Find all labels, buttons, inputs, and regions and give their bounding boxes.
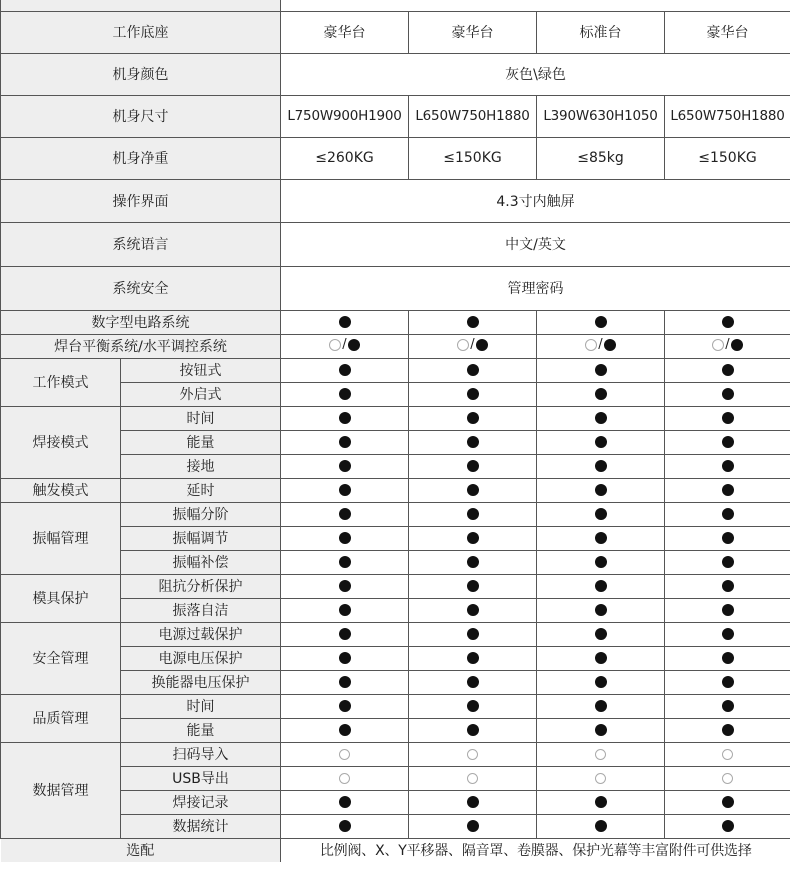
feature-mark-full (281, 670, 409, 694)
feature-mark-full (409, 550, 537, 574)
feature-mark-full (409, 718, 537, 742)
feature-mark-full (281, 382, 409, 406)
spec-label: 系统安全 (1, 266, 281, 310)
feature-mark-full (665, 454, 790, 478)
filled-circle-icon (722, 388, 734, 400)
feature-mark-full (665, 382, 790, 406)
filled-circle-icon (339, 796, 351, 808)
filled-circle-icon (604, 339, 616, 351)
feature-mark-full (409, 646, 537, 670)
filled-circle-icon (339, 604, 351, 616)
filled-circle-icon (467, 820, 479, 832)
feature-label: 延时 (121, 478, 281, 502)
feature-label: 振幅分阶 (121, 502, 281, 526)
filled-circle-icon (722, 508, 734, 520)
feature-label: USB导出 (121, 766, 281, 790)
filled-circle-icon (722, 364, 734, 376)
feature-mark-full (665, 622, 790, 646)
feature-mark-full (409, 574, 537, 598)
feature-mark-full (409, 598, 537, 622)
filled-circle-icon (467, 388, 479, 400)
feature-mark-full (665, 478, 790, 502)
feature-mark-full (537, 718, 665, 742)
filled-circle-icon (339, 532, 351, 544)
feature-mark-full (281, 574, 409, 598)
feature-mark-full (665, 550, 790, 574)
feature-mark-full (537, 526, 665, 550)
feature-mark-full (537, 550, 665, 574)
option-separator: / (470, 337, 475, 353)
spec-value: ≤85kg (537, 137, 665, 179)
spec-row-color (1, 53, 790, 95)
feature-row (1, 358, 790, 382)
feature-mark-full (281, 646, 409, 670)
feature-label: 振幅补偿 (121, 550, 281, 574)
filled-circle-icon (467, 676, 479, 688)
feature-label: 焊接记录 (121, 790, 281, 814)
filled-circle-icon (595, 820, 607, 832)
feature-row (1, 502, 790, 526)
feature-mark-empty (537, 742, 665, 766)
feature-mark-full (281, 406, 409, 430)
feature-mark-full (665, 430, 790, 454)
filled-circle-icon (722, 820, 734, 832)
spec-merged-value: 4.3寸内触屏 (281, 179, 790, 222)
spec-label: 机身净重 (1, 137, 281, 179)
top-spacer-label (1, 0, 281, 11)
filled-circle-icon (339, 460, 351, 472)
filled-circle-icon (595, 532, 607, 544)
feature-mark-full (537, 454, 665, 478)
optional-label: 选配 (1, 838, 281, 862)
spec-merged-value: 中文/英文 (281, 222, 790, 266)
option-mark (712, 337, 742, 352)
spec-value: L390W630H1050 (537, 95, 665, 137)
option-mark (329, 337, 359, 352)
feature-label: 扫码导入 (121, 742, 281, 766)
filled-circle-icon (339, 508, 351, 520)
feature-mark-full (537, 406, 665, 430)
top-spacer-value (281, 0, 790, 11)
feature-mark-full (281, 310, 409, 334)
feature-mark-full (537, 814, 665, 838)
feature-mark-full (409, 502, 537, 526)
filled-circle-icon (595, 676, 607, 688)
feature-mark-full (537, 598, 665, 622)
option-mark (457, 337, 487, 352)
model-1: 豪华台 (281, 11, 409, 53)
optional-row (1, 838, 790, 862)
feature-mark-full (409, 622, 537, 646)
spec-value: ≤260KG (281, 137, 409, 179)
filled-circle-icon (339, 652, 351, 664)
feature-label: 时间 (121, 694, 281, 718)
feature-mark-empty (665, 766, 790, 790)
feature-label: 时间 (121, 406, 281, 430)
filled-circle-icon (467, 604, 479, 616)
filled-circle-icon (595, 460, 607, 472)
filled-circle-icon (339, 676, 351, 688)
feature-mark-full (665, 814, 790, 838)
hollow-circle-icon (457, 339, 469, 351)
spec-value: ≤150KG (665, 137, 790, 179)
hollow-circle-icon (712, 339, 724, 351)
filled-circle-icon (722, 412, 734, 424)
filled-circle-icon (467, 436, 479, 448)
filled-circle-icon (595, 700, 607, 712)
feature-label: 阻抗分析保护 (121, 574, 281, 598)
hollow-circle-icon (722, 749, 733, 760)
filled-circle-icon (467, 796, 479, 808)
filled-circle-icon (339, 364, 351, 376)
hollow-circle-icon (722, 773, 733, 784)
filled-circle-icon (339, 580, 351, 592)
hollow-circle-icon (595, 773, 606, 784)
model-2: 豪华台 (409, 11, 537, 53)
feature-row (1, 742, 790, 766)
filled-circle-icon (731, 339, 743, 351)
feature-mark-full (665, 790, 790, 814)
filled-circle-icon (722, 796, 734, 808)
feature-mark-full (281, 526, 409, 550)
filled-circle-icon (476, 339, 488, 351)
filled-circle-icon (339, 628, 351, 640)
group-label: 工作模式 (1, 358, 121, 406)
filled-circle-icon (467, 580, 479, 592)
filled-circle-icon (722, 316, 734, 328)
feature-label: 按钮式 (121, 358, 281, 382)
feature-mark-full (665, 694, 790, 718)
feature-mark-empty (281, 742, 409, 766)
group-label: 模具保护 (1, 574, 121, 622)
hollow-circle-icon (339, 773, 350, 784)
filled-circle-icon (722, 628, 734, 640)
feature-mark-full (409, 406, 537, 430)
spec-label: 操作界面 (1, 179, 281, 222)
hollow-circle-icon (339, 749, 350, 760)
feature-mark-full (537, 790, 665, 814)
feature-mark-full (281, 358, 409, 382)
filled-circle-icon (722, 484, 734, 496)
filled-circle-icon (595, 508, 607, 520)
filled-circle-icon (595, 628, 607, 640)
feature-label: 电源过载保护 (121, 622, 281, 646)
group-label: 触发模式 (1, 478, 121, 502)
feature-mark-full (281, 694, 409, 718)
group-label: 焊接模式 (1, 406, 121, 478)
base-label: 工作底座 (1, 11, 281, 53)
filled-circle-icon (467, 460, 479, 472)
filled-circle-icon (467, 508, 479, 520)
filled-circle-icon (722, 436, 734, 448)
filled-circle-icon (722, 652, 734, 664)
feature-mark-full (537, 574, 665, 598)
feature-mark-full (537, 646, 665, 670)
option-mark (585, 337, 615, 352)
feature-mark-empty (537, 766, 665, 790)
filled-circle-icon (722, 556, 734, 568)
filled-circle-icon (467, 316, 479, 328)
feature-label: 数据统计 (121, 814, 281, 838)
group-label: 振幅管理 (1, 502, 121, 574)
filled-circle-icon (339, 556, 351, 568)
feature-mark-empty (409, 742, 537, 766)
feature-mark-full (665, 646, 790, 670)
spec-row-security (1, 266, 790, 310)
feature-mark-full (281, 718, 409, 742)
feature-label: 电源电压保护 (121, 646, 281, 670)
feature-mark-full (409, 454, 537, 478)
feature-mark-full (281, 622, 409, 646)
feature-mark-full (409, 310, 537, 334)
filled-circle-icon (595, 556, 607, 568)
filled-circle-icon (595, 580, 607, 592)
hollow-circle-icon (467, 749, 478, 760)
feature-mark-full (281, 598, 409, 622)
model-4: 豪华台 (665, 11, 790, 53)
filled-circle-icon (722, 580, 734, 592)
filled-circle-icon (467, 484, 479, 496)
spec-row-weight (1, 137, 790, 179)
feature-mark-full (281, 478, 409, 502)
filled-circle-icon (467, 412, 479, 424)
filled-circle-icon (339, 388, 351, 400)
spec-row-interface (1, 179, 790, 222)
group-label: 安全管理 (1, 622, 121, 694)
feature-mark-full (537, 670, 665, 694)
filled-circle-icon (467, 364, 479, 376)
feature-mark-full (409, 790, 537, 814)
feature-mark-full (537, 382, 665, 406)
filled-circle-icon (722, 700, 734, 712)
filled-circle-icon (595, 796, 607, 808)
group-label: 品质管理 (1, 694, 121, 742)
filled-circle-icon (348, 339, 360, 351)
feature-row (1, 574, 790, 598)
filled-circle-icon (467, 556, 479, 568)
filled-circle-icon (722, 604, 734, 616)
filled-circle-icon (339, 700, 351, 712)
feature-mark-full (665, 526, 790, 550)
feature-mark-full (409, 814, 537, 838)
filled-circle-icon (467, 700, 479, 712)
feature-mark-full (665, 358, 790, 382)
hollow-circle-icon (595, 749, 606, 760)
filled-circle-icon (595, 604, 607, 616)
feature-mark-full (409, 478, 537, 502)
feature-mark-full (665, 670, 790, 694)
filled-circle-icon (339, 316, 351, 328)
feature-mark-full (409, 430, 537, 454)
feature-mark-full (665, 502, 790, 526)
spec-value: L650W750H1880 (665, 95, 790, 137)
feature-mark-full (281, 502, 409, 526)
feature-mark-full (665, 598, 790, 622)
feature-mark-full (537, 694, 665, 718)
spec-row-size (1, 95, 790, 137)
spec-table-body (1, 0, 790, 862)
feature-label: 换能器电压保护 (121, 670, 281, 694)
feature-mark-full (409, 694, 537, 718)
feature-label: 焊台平衡系统/水平调控系统 (1, 334, 281, 358)
optional-text: 比例阀、X、Y平移器、隔音罩、卷膜器、保护光幕等丰富附件可供选择 (319, 843, 752, 860)
feature-row (1, 310, 790, 334)
option-separator: / (725, 337, 730, 353)
feature-mark-full (665, 310, 790, 334)
feature-row (1, 478, 790, 502)
filled-circle-icon (339, 820, 351, 832)
feature-row (1, 406, 790, 430)
hollow-circle-icon (467, 773, 478, 784)
filled-circle-icon (595, 412, 607, 424)
feature-label: 能量 (121, 718, 281, 742)
feature-mark-empty (409, 766, 537, 790)
feature-mark-full (409, 358, 537, 382)
filled-circle-icon (339, 412, 351, 424)
feature-mark-full (281, 430, 409, 454)
feature-mark-full (281, 454, 409, 478)
spec-value: ≤150KG (409, 137, 537, 179)
filled-circle-icon (595, 364, 607, 376)
filled-circle-icon (595, 724, 607, 736)
filled-circle-icon (339, 436, 351, 448)
option-separator: / (342, 337, 347, 353)
filled-circle-icon (595, 484, 607, 496)
feature-mark-full (409, 670, 537, 694)
filled-circle-icon (722, 532, 734, 544)
feature-mark-full (409, 526, 537, 550)
feature-mark-full (665, 718, 790, 742)
filled-circle-icon (467, 532, 479, 544)
feature-mark-full (281, 790, 409, 814)
feature-mark-full (409, 382, 537, 406)
feature-row (1, 622, 790, 646)
filled-circle-icon (467, 724, 479, 736)
filled-circle-icon (467, 652, 479, 664)
spec-merged-value: 灰色\绿色 (281, 53, 790, 95)
hollow-circle-icon (329, 339, 341, 351)
filled-circle-icon (595, 436, 607, 448)
feature-label: 能量 (121, 430, 281, 454)
feature-mark-empty (665, 742, 790, 766)
filled-circle-icon (722, 460, 734, 472)
filled-circle-icon (467, 628, 479, 640)
spec-value: L650W750H1880 (409, 95, 537, 137)
spec-label: 系统语言 (1, 222, 281, 266)
feature-mark-full (537, 622, 665, 646)
filled-circle-icon (595, 388, 607, 400)
feature-mark-full (537, 358, 665, 382)
feature-mark-full (281, 814, 409, 838)
filled-circle-icon (722, 724, 734, 736)
feature-mark-option (537, 334, 665, 358)
top-spacer-row (1, 0, 790, 11)
filled-circle-icon (339, 724, 351, 736)
feature-mark-empty (281, 766, 409, 790)
model-3: 标准台 (537, 11, 665, 53)
filled-circle-icon (595, 652, 607, 664)
filled-circle-icon (339, 484, 351, 496)
feature-mark-full (281, 550, 409, 574)
filled-circle-icon (595, 316, 607, 328)
feature-mark-option (409, 334, 537, 358)
feature-mark-full (537, 478, 665, 502)
spec-label: 机身颜色 (1, 53, 281, 95)
feature-label: 接地 (121, 454, 281, 478)
feature-label: 振落自洁 (121, 598, 281, 622)
feature-row (1, 694, 790, 718)
feature-label: 外启式 (121, 382, 281, 406)
spec-merged-value: 管理密码 (281, 266, 790, 310)
feature-mark-full (537, 430, 665, 454)
hollow-circle-icon (585, 339, 597, 351)
option-separator: / (598, 337, 603, 353)
feature-mark-full (537, 310, 665, 334)
spec-row-language (1, 222, 790, 266)
feature-row (1, 334, 790, 358)
spec-value: L750W900H1900 (281, 95, 409, 137)
spec-label: 机身尺寸 (1, 95, 281, 137)
feature-label: 振幅调节 (121, 526, 281, 550)
group-label: 数据管理 (1, 742, 121, 838)
feature-mark-option (281, 334, 409, 358)
feature-mark-full (537, 502, 665, 526)
feature-mark-option (665, 334, 790, 358)
feature-mark-full (665, 406, 790, 430)
feature-mark-full (665, 574, 790, 598)
filled-circle-icon (722, 676, 734, 688)
feature-label: 数字型电路系统 (1, 310, 281, 334)
header-row (1, 11, 790, 53)
